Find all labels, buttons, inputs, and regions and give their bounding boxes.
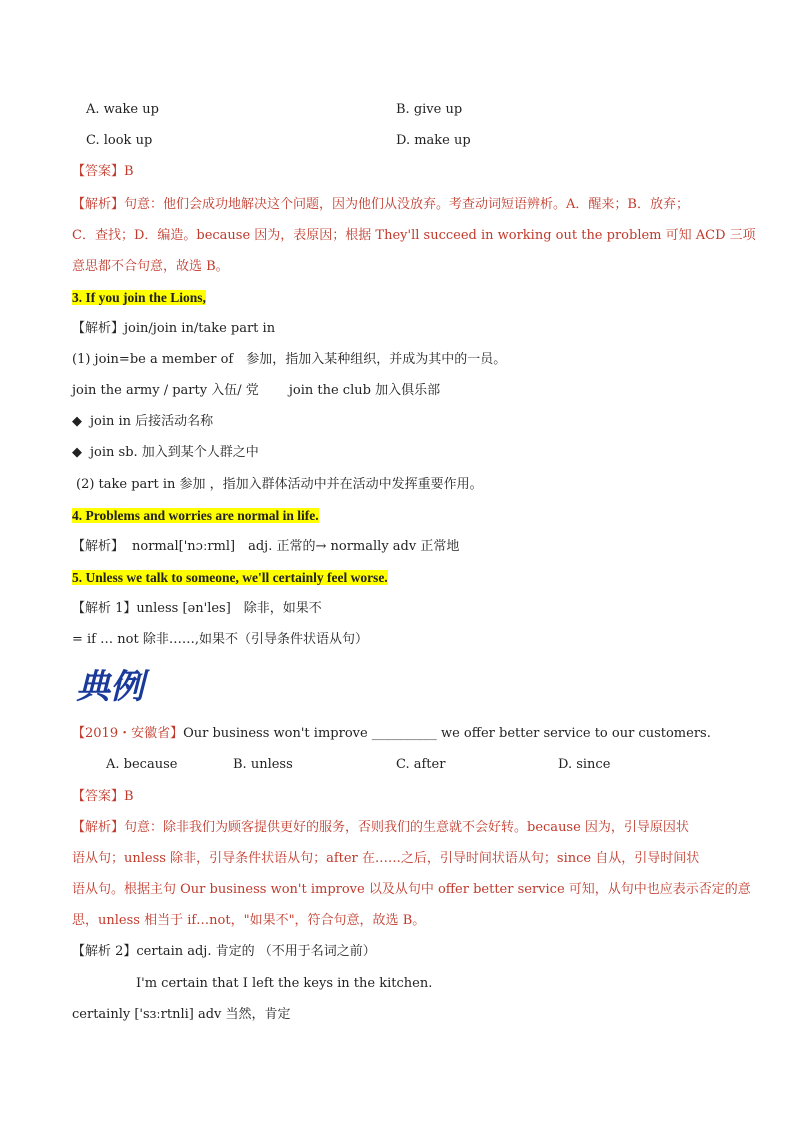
logo-text: 典例 — [76, 667, 144, 706]
item5-analysis1 — [72, 599, 322, 619]
item5-text1b: = if … not 除非……,如果不（引导条件状语从句） — [72, 632, 368, 647]
example-option-a: A. because — [106, 757, 178, 772]
example-option-c: C. after — [396, 757, 446, 772]
example-source: 【2019・安徽省】 — [72, 726, 184, 741]
example-analysis-text: 句意：除非我们为顾客提供更好的服务，否则我们的生意就不会好转。because 因为，引导原因状 — [124, 820, 689, 835]
example-analysis-2: 语从句；unless 除非，引导条件状语从句；after 在……之后，引导时间状语从句；since 自从，引导时间状 — [72, 851, 700, 866]
item4-heading-line — [72, 506, 319, 527]
item4-heading: 4. Problems and worries are normal in life. — [72, 508, 319, 523]
answer-value: B — [124, 164, 134, 179]
analysis-tag: 【解析】 — [72, 197, 125, 212]
item3-bullet1 — [72, 412, 213, 432]
example-analysis-3: 语从句。根据主句 Our business won't improve 以及从句中 offer better service 可知，从句中也应表示否定的意 — [72, 882, 751, 897]
item4-text: normal['nɔːrml] adj. 正常的→ normally adv 正常地 — [132, 539, 460, 554]
bullet1-text: join in 后接活动名称 — [90, 414, 214, 429]
option-b: B. give up — [396, 102, 463, 117]
diamond-bullet-icon: ◆ — [72, 445, 82, 460]
bullet2-text: join sb. 加入到某个人群之中 — [90, 445, 259, 460]
item3-bullet2 — [72, 443, 259, 463]
example-option-b: B. unless — [233, 757, 293, 772]
example-logo-icon — [74, 664, 154, 706]
example-analysis-4: 思，unless 相当于 if…not，"如果不"，符合句意，故选 B。 — [72, 913, 426, 928]
item4-analysis — [72, 537, 459, 557]
item5-analysis2 — [72, 942, 376, 962]
example-answer-tag: 【答案】 — [72, 789, 125, 804]
analysis-line-2: C．查找；D．编造。because 因为，表原因；根据 They'll succeed in working out the problem 可知 ACD 三项 — [72, 228, 756, 243]
item5-heading: 5. Unless we talk to someone, we'll certainly feel worse. — [72, 570, 388, 585]
item3-heading: 3. If you join the Lions, — [72, 290, 206, 305]
analysis-line-1 — [72, 195, 689, 215]
item5-text3: certainly ['sɜːrtnli] adv 当然，肯定 — [72, 1007, 291, 1022]
item5-tag1: 【解析 1】 — [72, 601, 137, 616]
option-a: A. wake up — [86, 102, 159, 117]
example-question — [72, 724, 711, 744]
analysis-line-3: 意思都不合句意，故选 B。 — [72, 259, 229, 274]
example-analysis-tag: 【解析】 — [72, 820, 125, 835]
option-c: C. look up — [86, 133, 153, 148]
example-question-text: Our business won't improve __________ we offer better service to our customers. — [183, 726, 711, 741]
item3-analysis — [72, 319, 275, 339]
answer-line — [72, 162, 134, 182]
example-sentence: I'm certain that I left the keys in the kitchen. — [136, 976, 433, 991]
analysis-text: 句意：他们会成功地解决这个问题，因为他们从没放弃。考查动词短语辨析。A．醒来；B．放弃； — [124, 197, 689, 212]
item5-text1: unless [ən'les] 除非，如果不 — [136, 601, 322, 616]
example-answer-value: B — [124, 789, 134, 804]
item3-tag: 【解析】 — [72, 321, 125, 336]
example-option-d: D. since — [558, 757, 611, 772]
item3-p2: join the army / party 入伍/ 党 join the club 加入俱乐部 — [72, 383, 441, 398]
item3-heading-line — [72, 288, 206, 309]
item3-p3: (2) take part in 参加 ，指加入群体活动中并在活动中发挥重要作用。 — [76, 477, 483, 492]
item4-tag: 【解析】 — [72, 539, 125, 554]
answer-tag: 【答案】 — [72, 164, 125, 179]
item3-text: join/join in/take part in — [124, 321, 276, 336]
example-analysis-1 — [72, 818, 689, 838]
diamond-bullet-icon: ◆ — [72, 414, 82, 429]
example-logo — [74, 664, 154, 706]
item5-tag2: 【解析 2】 — [72, 944, 137, 959]
item5-text2: certain adj. 肯定的 （不用于名词之前） — [136, 944, 376, 959]
item3-p1: (1) join=be a member of 参加，指加入某种组织，并成为其中的一员。 — [72, 352, 507, 367]
option-d: D. make up — [396, 133, 471, 148]
example-answer — [72, 787, 134, 807]
item5-heading-line — [72, 568, 388, 589]
